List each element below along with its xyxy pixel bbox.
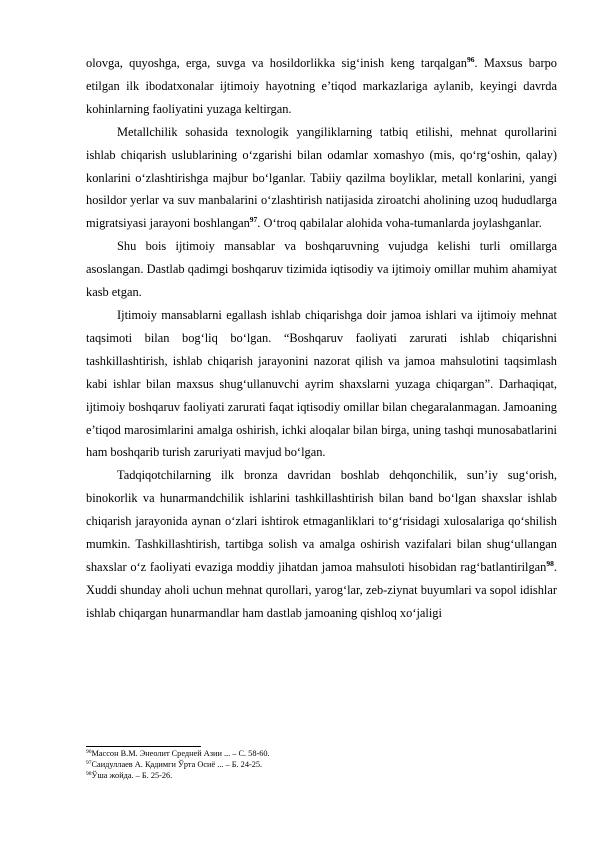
paragraph-text: . Maxsus barpo etilgan ilk ibodatxonalar ijtimoiy hayotning e’tiqod markazlariga aylanib, keyingi davrda kohinlarning faoliyatini yuzaga keltirgan. [86, 56, 557, 116]
paragraph-text: Tadqiqotchilarning ilk bronza davridan boshlab dehqonchilik, sun’iy sug‘orish, binokorlik va hunarmandchilik ishlarini tashkillashtirish bilan band bo‘lgan shaxslar ishlab chiqarish jarayonida aynan o‘zlari ishtirok etmaganliklari to‘g‘risidagi xulosalariga qo‘shilish mumkin. Tashkillashtirish, tartibga solish va amalga oshirish vazifalari bilan shug‘ullangan shaxslar o‘z faoliyati evaziga moddiy jihatdan jamoa mahsuloti hisobidan rag‘batlantirilgan [86, 468, 557, 574]
footnote-text: Массон В.М. Энеолит Средней Азии ... – С. 58-60. [91, 749, 270, 758]
paragraph-text: olovga, quyoshga, erga, suvga va hosildorlikka sig‘inish keng tarqalgan [86, 56, 467, 70]
paragraph-text: . Xuddi shunday aholi uchun mehnat qurollari, yarog‘lar, zeb-ziynat buyumlari va sopol idishlar ishlab chiqargan hunarmandlar ham dastlab jamoaning qishloq xo‘jaligi [86, 559, 557, 620]
body-text [86, 52, 557, 625]
paragraph-4 [86, 304, 557, 464]
footnote-98 [86, 770, 557, 781]
footnote-number: 97 [86, 760, 92, 766]
footnote-97 [86, 759, 557, 770]
footnote-separator [86, 746, 201, 747]
paragraph-3 [86, 235, 557, 304]
footnote-text: Саидуллаев А. Қадимги Ўрта Осиё ... – Б. 24-25. [91, 760, 263, 769]
paragraph-2 [86, 121, 557, 236]
footnote-96 [86, 748, 557, 759]
paragraph-text: . O‘troq qabilalar alohida voha-tumanlarda joylashganlar. [257, 216, 542, 231]
footnote-text: Ўша жойда. – Б. 25-26. [91, 771, 173, 780]
paragraph-5 [86, 464, 557, 624]
paragraph-1 [86, 52, 557, 121]
footnote-ref[interactable]: 98 [546, 558, 554, 568]
paragraph-text: Ijtimoiy mansablarni egallash ishlab chiqarishga doir jamoa ishlari va ijtimoiy mehnat taqsimoti bilan bog‘liq bo‘lgan. “Boshqaruv faoliyati zarurati ishlab chiqarishni tashkillashtirish, ishlab chiqarish jarayonini nazorat qilish va jamoa mahsulotini taqsimlash kabi ishlar bilan maxsus shug‘ullanuvchi ayrim shaxslarni yuzaga chiqargan”. Darhaqiqat, ijtimoiy boshqaruv faoliyati zarurati faqat iqtisodiy omillar bilan chegaralanmagan. Jamoaning e’tiqod marosimlarini amalga oshirish, ichki aloqalar bilan birga, uning tashqi munosabatlarini ham boshqarib turish zaruriyati mavjud bo‘lgan. [86, 307, 557, 460]
paragraph-text: Metallchilik sohasida texnologik yangiliklarning tatbiq etilishi, mehnat qurollarini ishlab chiqarish uslublarining o‘zgarishi bilan odamlar xomashyo (mis, qo‘rg‘oshin, qalay) konlarini o‘zlashtirishga majbur bo‘lganlar. Tabiiy qazilma boyliklar, metall konlarini, yangi hosildor yerlar va suv manbalarini o‘zlashtirish natijasida ziroatchi aholining uzoq hududlarga migratsiyasi jarayoni boshlangan [86, 124, 557, 231]
footnote-number: 98 [86, 771, 92, 777]
footnotes [86, 748, 557, 781]
footnote-number: 96 [86, 749, 92, 755]
footnote-ref[interactable]: 97 [249, 215, 258, 225]
paragraph-text: Shu bois ijtimoiy mansablar va boshqaruvning vujudga kelishi turli omillarga asoslangan. Dastlab qadimgi boshqaruv tizimida iqtisodiy va ijtimoiy omillar muhim ahamiyat kasb etgan. [86, 239, 557, 300]
footnote-ref[interactable]: 96 [467, 55, 475, 64]
